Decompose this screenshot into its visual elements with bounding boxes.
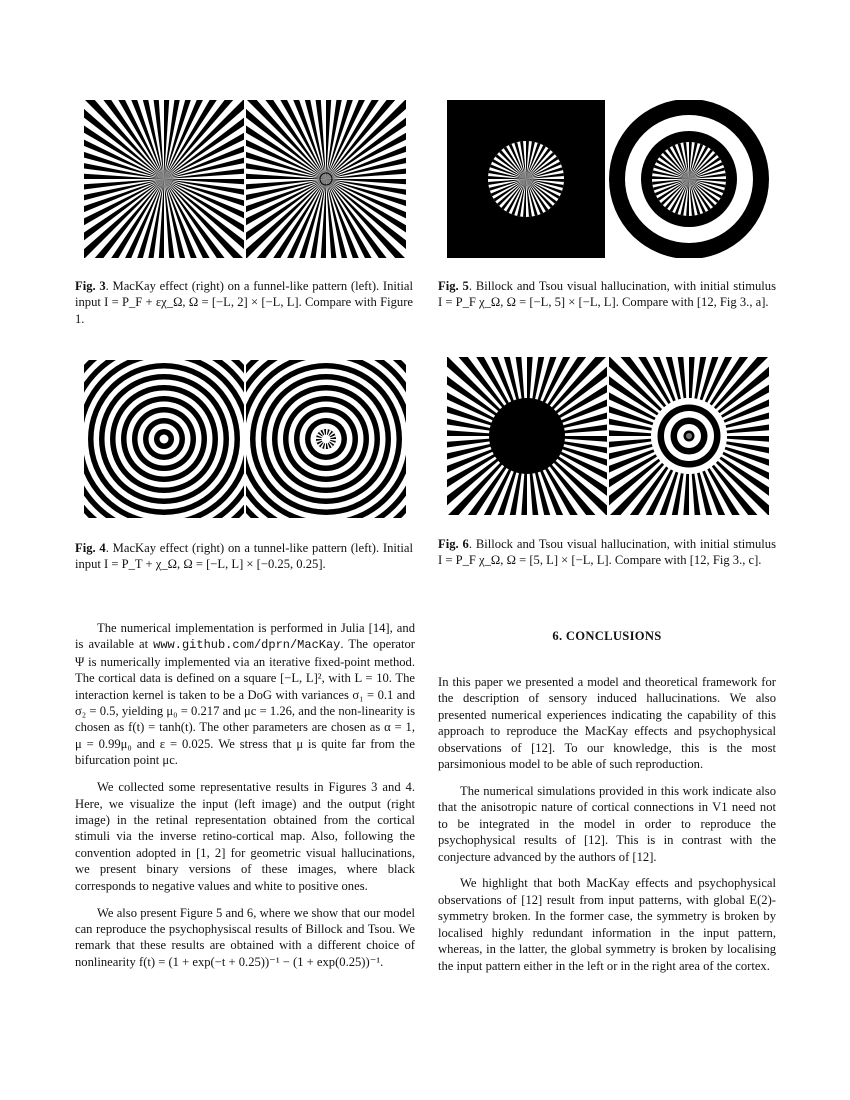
left-paragraph-2: We collected some representative results in Figures 3 and 4. Here, we visualize the input (left image) and the output (right image) in the retinal representation obtained from the cortical stimuli via the inverse retino-cortical map. Also, following the convention adopted in [1, 2] for geometric visual hallucinations, we present binary versions of these images, where black corresponds to negative values and white to positive ones. [75, 780, 415, 893]
repository-link[interactable]: www.github.com/dprn/MacKay [153, 638, 341, 653]
figure-5-caption [438, 278, 776, 311]
figure-6-text: . Billock and Tsou visual hallucination, with initial stimulus I = P_F χ_Ω, Ω = [5, L] × [−L, L]. Compare with [12, Fig 3., c]. [438, 537, 776, 568]
figure-4-caption [75, 540, 413, 573]
figure-5-label: Fig. 5 [438, 279, 469, 293]
figure-6-label: Fig. 6 [438, 537, 469, 551]
right-paragraph-3: We highlight that both MacKay effects and psychophysical observations of [12] result from input patterns, with global E(2)-symmetry broken. In the former case, the symmetry is broken by localised highly redundant information in the input pattern, whereas, in the latter, the global symmetry is broken by localising the input pattern either in the left or in the right area of the cortex. [438, 876, 776, 973]
section-heading-conclusions: 6. CONCLUSIONS [552, 629, 662, 643]
figure-3-label: Fig. 3 [75, 279, 106, 293]
fig5-left-panel [447, 100, 605, 258]
right-paragraph-1: In this paper we presented a model and theoretical framework for the description of sensory induced hallucinations. We also presented numerical experiences indicating the capability of this approach to reproduce the MacKay effects and psychophysical observations of [12]. To our knowledge, this is the most parsimonious model to be able of such reproduction. [438, 675, 776, 772]
left-paragraph-1 [75, 620, 415, 769]
figure-6-caption [438, 536, 776, 569]
figure-4-image [84, 360, 406, 518]
figure-5-text: . Billock and Tsou visual hallucination, with initial stimulus I = P_F χ_Ω, Ω = [−L, 5] × [−L, L]. Compare with [12, Fig 3., a]. [438, 279, 776, 310]
right-column [438, 674, 776, 984]
left-paragraph-3: We also present Figure 5 and 6, where we show that our model can reproduce the psychophysiscal results of Billock and Tsou. We remark that these results are obtained with a different choice of nonlinearity f(t) = (1 + exp(−t + 0.25))⁻¹ − (1 + exp(0.25))⁻¹. [75, 905, 415, 969]
figure-3-image [84, 100, 406, 258]
left-column [75, 620, 415, 981]
figure-5-image [447, 100, 769, 258]
right-paragraph-2: The numerical simulations provided in this work indicate also that the anisotropic nature of cortical connections in V1 need not to be integrated in the model in order to reproduce the psychophysical results of [12]. This is in contrast with the conjecture advanced by the authors of [12]. [438, 783, 776, 864]
fig5-right-panel [609, 100, 769, 258]
figure-6-image [447, 357, 769, 515]
figure-3-text: . MacKay effect (right) on a funnel-like pattern (left). Initial input I = P_F + εχ_Ω, Ω = [−L, 2] × [−L, L]. Compare with Figure 1. [75, 279, 413, 326]
figure-4-label: Fig. 4 [75, 541, 106, 555]
left-paragraph-1-b: . The operator Ψ is numerically implemented via an iterative fixed-point method. The cortical data is defined on a square [−L, L]², with L = 10. The interaction kernel is taken to be a DoG with variances σ₁ = 0.1 and σ₂ = 0.5, yielding μ₀ = 0.217 and μc = 1.26, and the non-linearity is chosen as f(t) = tanh(t). The other parameters are chosen as α = 1, μ = 0.99μ₀ and ε = 0.025. We stress that μ is quite far from the bifurcation point μc. [75, 637, 415, 768]
figure-4-text: . MacKay effect (right) on a tunnel-like pattern (left). Initial input I = P_T + χ_Ω, Ω = [−L, L] × [−0.25, 0.25]. [75, 541, 413, 572]
figure-3-caption [75, 278, 413, 327]
left-paragraph-1-a: The numerical implementation is performed in Julia [14], and is available at [75, 621, 415, 652]
